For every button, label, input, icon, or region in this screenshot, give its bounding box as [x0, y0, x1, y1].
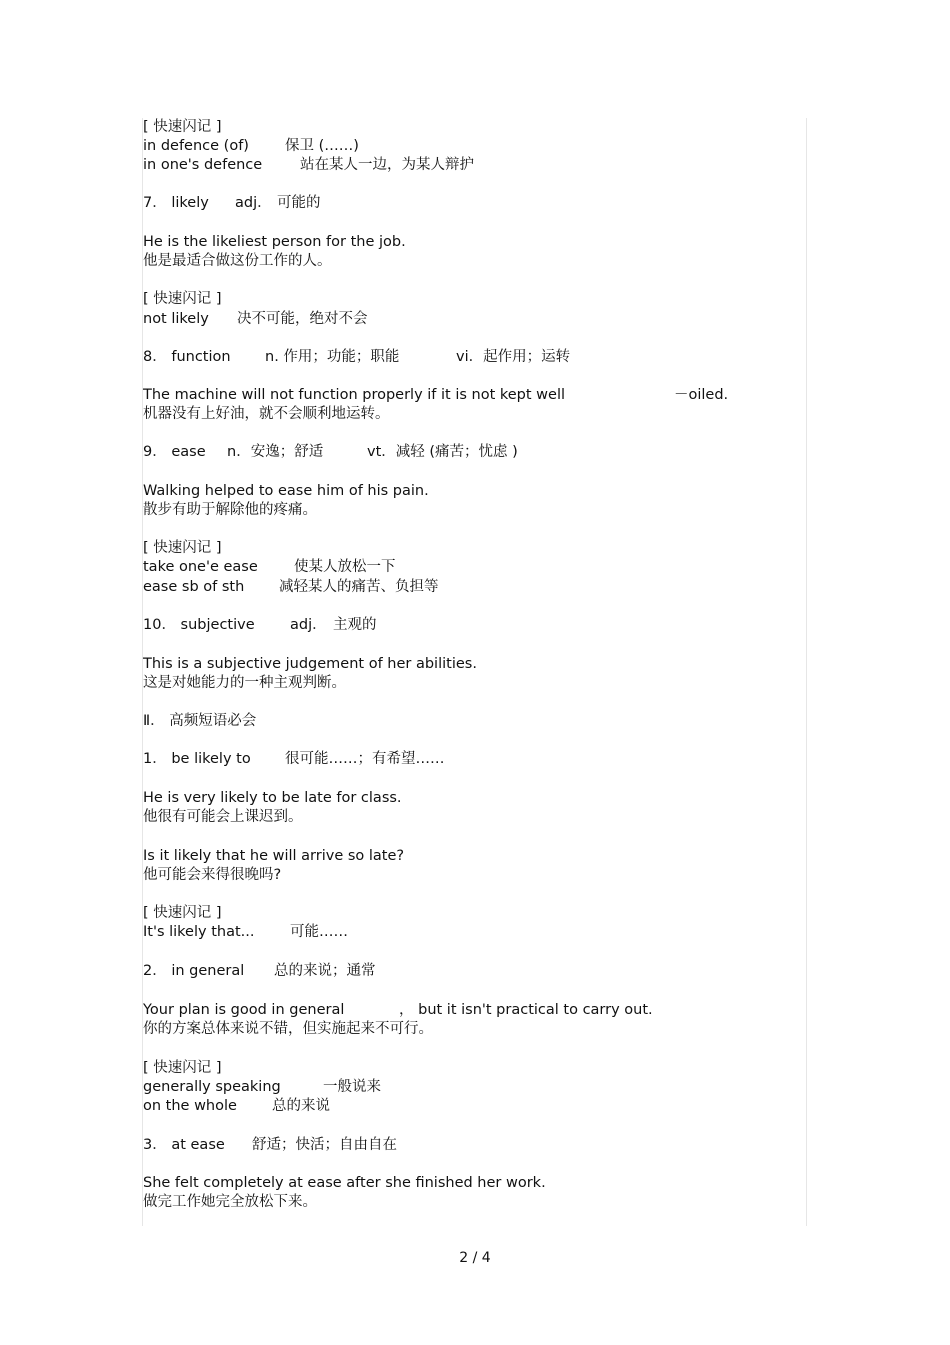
vocab-entry: 10． subjective adj． 主观的	[143, 617, 377, 633]
example-sentence: Walking helped to ease him of his pain.	[143, 483, 429, 499]
example-sentence: Is it likely that he will arrive so late?	[143, 848, 405, 864]
example-translation: 散步有助于解除他的疼痛。	[143, 502, 317, 518]
example-translation: 这是对她能力的一种主观判断。	[143, 675, 346, 691]
page-border-right	[806, 118, 807, 1226]
quick-memo-heading: [ 快速闪记 ]	[143, 1060, 222, 1076]
example-sentence: He is very likely to be late for class.	[143, 790, 402, 806]
example-translation: 机器没有上好油，就不会顺利地运转。	[143, 406, 390, 422]
quick-memo-heading: [ 快速闪记 ]	[143, 540, 222, 556]
vocab-entry: 7． likely adj． 可能的	[143, 195, 321, 211]
example-translation: 他是最适合做这份工作的人。	[143, 253, 332, 269]
quick-memo-heading: [ 快速闪记 ]	[143, 291, 222, 307]
phrase-line: take one'e ease 使某人放松一下	[143, 559, 396, 575]
section-heading: Ⅱ． 高频短语必会	[143, 713, 257, 729]
example-translation: 做完工作她完全放松下来。	[143, 1194, 317, 1210]
phrase-line: ease sb of sth 减轻某人的痛苦、负担等	[143, 579, 439, 595]
example-sentence: She felt completely at ease after she finished her work.	[143, 1175, 546, 1191]
page-number: 2 / 4	[459, 1250, 491, 1266]
quick-memo-heading: [ 快速闪记 ]	[143, 905, 222, 921]
example-sentence: Your plan is good in general ， but it isn't practical to carry out.	[143, 1002, 653, 1018]
phrase-line: not likely 决不可能，绝对不会	[143, 311, 368, 327]
quick-memo-heading: [ 快速闪记 ]	[143, 119, 222, 135]
phrase-entry: 2． in general 总的来说；通常	[143, 963, 376, 979]
phrase-line: on the whole 总的来说	[143, 1098, 330, 1114]
phrase-line: generally speaking 一般说来	[143, 1079, 381, 1095]
example-translation: 你的方案总体来说不错，但实施起来不可行。	[143, 1021, 433, 1037]
vocab-entry: 9． ease n．安逸；舒适 vt．减轻 (痛苦；忧虑 )	[143, 444, 518, 460]
vocab-entry: 8． function n. 作用；功能；职能 vi．起作用；运转	[143, 349, 571, 365]
example-sentence: The machine will not function properly if it is not kept well －oiled.	[143, 387, 729, 403]
phrase-entry: 1． be likely to 很可能……；有希望……	[143, 751, 445, 767]
phrase-entry: 3． at ease 舒适；快活；自由自在	[143, 1137, 397, 1153]
phrase-line: It's likely that... 可能……	[143, 924, 348, 940]
example-translation: 他可能会来得很晚吗?	[143, 867, 282, 883]
example-sentence: This is a subjective judgement of her abilities.	[143, 656, 477, 672]
phrase-line: in defence (of) 保卫 (……)	[143, 138, 359, 154]
phrase-line: in one's defence 站在某人一边，为某人辩护	[143, 157, 474, 173]
example-sentence: He is the likeliest person for the job.	[143, 234, 406, 250]
example-translation: 他很有可能会上课迟到。	[143, 809, 303, 825]
